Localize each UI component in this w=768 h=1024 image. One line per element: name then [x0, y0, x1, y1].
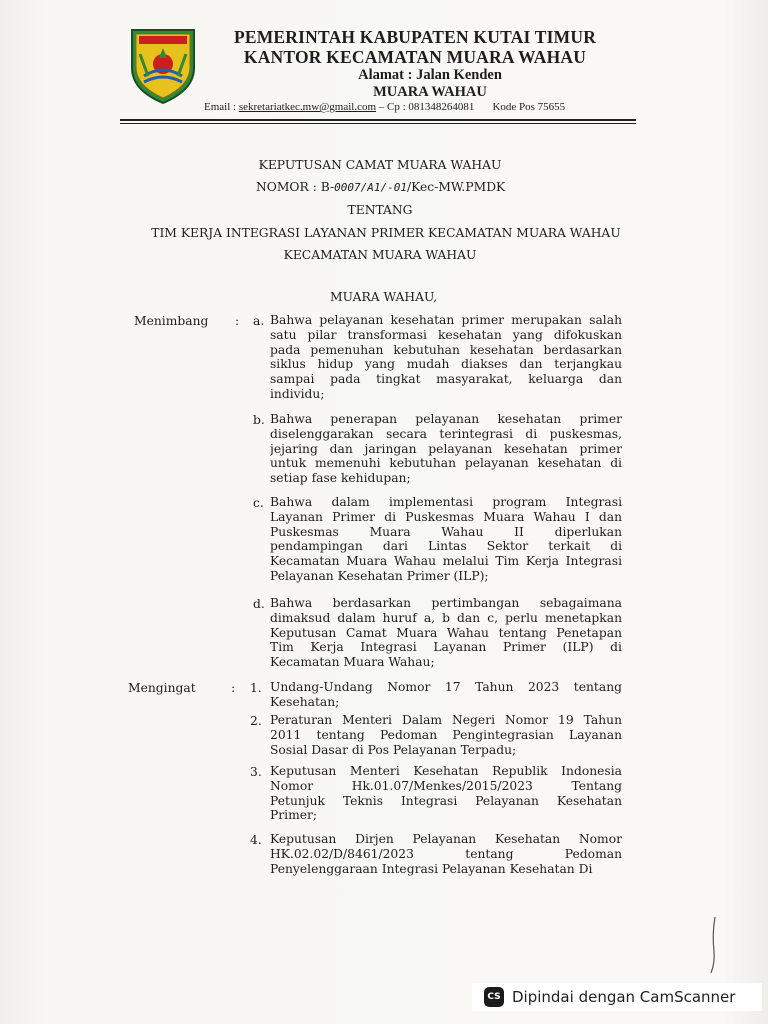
text-line: satu pilar transformasi kesehatan yang difokuskan [270, 327, 622, 342]
text-line: Kesehatan; [270, 694, 340, 709]
menimbang-mark-a: a. [253, 314, 265, 328]
tentang-heading: TENTANG [347, 203, 413, 217]
text-line: diselenggarakan secara terintegrasi di puskesmas, [270, 426, 622, 441]
text-line: Keputusan Dirjen Pelayanan Kesehatan Nomor [270, 832, 622, 846]
menimbang-mark-d: d. [253, 597, 265, 611]
number-handwritten: 0007/A1/-01 [334, 181, 408, 194]
number-suffix: /Kec-MW.PMDK [407, 180, 506, 194]
letterhead-contact [204, 101, 644, 113]
menimbang-item-d [270, 596, 622, 670]
text-line: dimaksud dalam huruf a, b dan c, perlu menetapkan [270, 610, 622, 625]
mengingat-mark-3: 3. [250, 765, 262, 779]
letterhead-office: KANTOR KECAMATAN MUARA WAHAU [243, 47, 587, 67]
text-line: setiap fase kehidupan; [270, 471, 411, 486]
mengingat-colon: : [231, 681, 236, 695]
text-line: Primer; [270, 808, 318, 823]
decree-subject-line1: TIM KERJA INTEGRASI LAYANAN PRIMER KECAMATAN MUARA WAHAU [151, 226, 621, 240]
mengingat-mark-2: 2. [250, 714, 262, 728]
decree-title: KEPUTUSAN CAMAT MUARA WAHAU [258, 158, 502, 172]
menimbang-mark-c: c. [253, 496, 264, 510]
text-line: pendampingan dari Lintas Sektor terkait di [270, 539, 622, 554]
letterhead-rule-thin [120, 123, 636, 124]
menimbang-mark-b: b. [253, 413, 265, 427]
text-line: Penyelenggaraan Integrasi Pelayanan Kesehatan Di [270, 861, 593, 876]
decree-number [256, 180, 505, 194]
text-line: 2011 tentang Pedoman Pengintegrasian Layanan [270, 727, 622, 742]
text-line: jejaring dan jaringan pelayanan kesehatan primer [270, 441, 622, 456]
text-line: Nomor Hk.01.07/Menkes/2015/2023 Tentang [270, 778, 622, 793]
text-line: Peraturan Menteri Dalam Negeri Nomor 19 Tahun [270, 713, 622, 727]
mengingat-item-2 [270, 713, 622, 757]
text-line: Undang-Undang Nomor 17 Tahun 2023 tentang [270, 680, 622, 694]
text-line: Pelayanan Kesehatan Primer (ILP); [270, 568, 489, 583]
menimbang-colon: : [235, 314, 240, 328]
text-line: Tim Kerja Integrasi Layanan Primer (ILP) di [270, 640, 622, 655]
text-line: Kecamatan Muara Wahau melalui Tim Kerja Integrasi [270, 554, 622, 569]
camscanner-text: Dipindai dengan CamScanner [512, 988, 736, 1006]
menimbang-label: Menimbang [134, 314, 209, 328]
mengingat-item-1 [270, 680, 622, 710]
text-line: Bahwa berdasarkan pertimbangan sebagaimana [270, 596, 622, 610]
letterhead-city: MUARA WAHAU [373, 84, 487, 100]
camscanner-logo-icon: CS [484, 987, 504, 1007]
mengingat-mark-4: 4. [250, 833, 262, 847]
decree-place: MUARA WAHAU, [330, 290, 438, 304]
text-line: Sosial Dasar di Pos Pelayanan Terpadu; [270, 742, 517, 757]
text-line: HK.02.02/D/8461/2023 tentang Pedoman [270, 846, 622, 861]
text-line: individu; [270, 386, 325, 401]
text-line: Kecamatan Muara Wahau; [270, 655, 435, 670]
text-line: Bahwa penerapan pelayanan kesehatan primer [270, 412, 622, 426]
text-line: Keputusan Camat Muara Wahau tentang Penetapan [270, 625, 622, 640]
letterhead-government: PEMERINTAH KABUPATEN KUTAI TIMUR [233, 27, 597, 47]
decree-subject-line2: KECAMATAN MUARA WAHAU [283, 248, 477, 262]
postal-code: Kode Pos 75655 [492, 101, 566, 113]
letterhead [205, 27, 625, 101]
text-line: siklus hidup yang mudah diakses dan terjangkau [270, 357, 622, 372]
text-line: Layanan Primer di Puskesmas Muara Wahau I dan [270, 509, 622, 524]
text-line: Keputusan Menteri Kesehatan Republik Indonesia [270, 764, 622, 778]
letterhead-rule-thick [120, 119, 636, 121]
mengingat-label: Mengingat [128, 681, 196, 695]
text-line: Puskesmas Muara Wahau II diperlukan [270, 524, 622, 539]
mengingat-mark-1: 1. [250, 681, 262, 695]
mengingat-item-4 [270, 832, 622, 876]
text-line: Bahwa pelayanan kesehatan primer merupakan salah [270, 313, 622, 327]
letterhead-address: Alamat : Jalan Kenden [358, 67, 502, 83]
text-line: pada pemenuhan kebutuhan kesehatan berdasarkan [270, 342, 622, 357]
camscanner-watermark [472, 983, 762, 1011]
margin-pen-mark [706, 915, 720, 975]
contact-phone: – Cp : 081348264081 [376, 101, 475, 113]
text-line: Petunjuk Teknis Integrasi Pelayanan Kesehatan [270, 793, 622, 808]
number-label: NOMOR : B- [256, 180, 335, 194]
menimbang-item-b [270, 412, 622, 486]
text-line: Bahwa dalam implementasi program Integrasi [270, 495, 622, 509]
contact-email: sekretariatkec.mw@gmail.com [238, 101, 377, 113]
mengingat-item-3 [270, 764, 622, 823]
menimbang-item-c [270, 495, 622, 584]
text-line: sampai pada tingkat masyarakat, keluarga dan [270, 372, 622, 387]
menimbang-item-a [270, 313, 622, 402]
text-line: untuk memenuhi kebutuhan pelayanan kesehatan di [270, 456, 622, 471]
contact-prefix: Email : [204, 101, 239, 113]
kutai-timur-emblem-logo [126, 24, 200, 106]
